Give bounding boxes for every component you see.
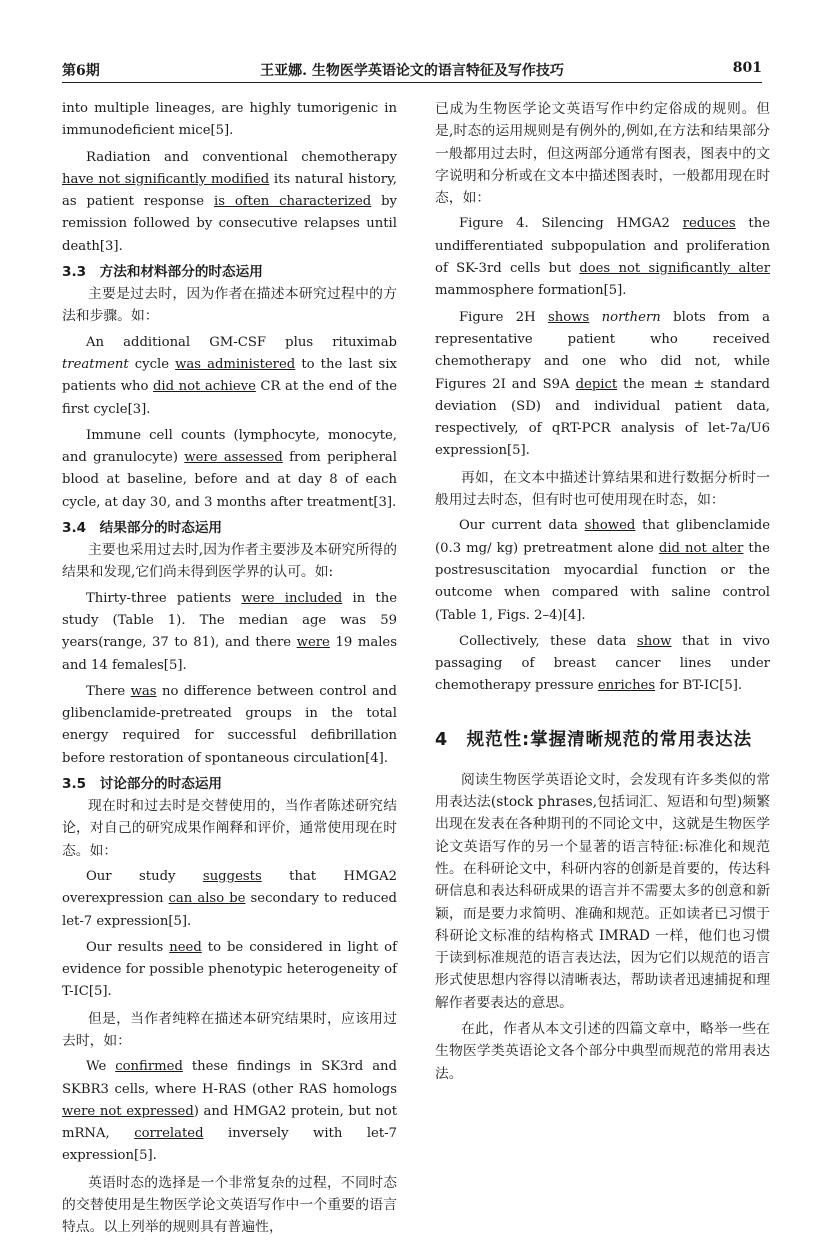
- paragraph: Figure 4. Silencing HMGA2 reduces the undifferentiated subpopulation and proliferation of SK-3rd cells but does not significantly alter mammosphere formation[5].: [435, 216, 770, 299]
- paragraph: There was no difference between control and glibenclamide-pretreated groups in the total energy required for successful defibrillation before restoration of spontaneous circulation[4].: [62, 683, 397, 766]
- paragraph: 阅读生物医学英语论文时，会发现有许多类似的常用表达法(stock phrases,包括词汇、短语和句型)频繁出现在发表在各种期刊的不同论文中，这就是生物医学论文英语写作的另一个显著的语言特征:标准化和规范性。在科研论文中，科研内容的创新是首要的，传达科研信息和表达科研成果的语言并不需要太多的创意和新颖，而是要力求简明、准确和规范。正如读者已习惯于科研论文标准的结构格式 IMRAD 一样，他们也习惯于读到标准规范的语言表达法，因为它们以规范的语言形式使思想内容得以清晰表达，帮助读者迅速捕捉和理解作者要表达的意思。: [435, 771, 770, 1011]
- paragraph: We confirmed these findings in SK3rd and SKBR3 cells, where H-RAS (other RAS homologs were not expressed) and HMGA2 protein, but not mRNA, correlated inversely with let-7 expression[5].: [62, 1059, 398, 1164]
- paragraph: 已成为生物医学论文英语写作中约定俗成的规则。但是,时态的运用规则是有例外的,例如,在方法和结果部分一般都用过去时，但这两部分通常有图表，图表中的文字说明和分析或在文本中描述图表时，一般都用现在时态，如：: [435, 101, 770, 207]
- paragraph: Thirty-three patients were included in the study (Table 1). The median age was 59 years(range, 37 to 81), and there were 19 males and 14 females[5].: [62, 590, 398, 673]
- section-heading: 3.5 讨论部分的时态运用: [62, 776, 223, 793]
- paragraph: An additional GM-CSF plus rituximab treatment cycle was administered to the last six patients who did not achieve CR at the end of the first cycle[3].: [62, 334, 397, 417]
- paragraph: 主要也采用过去时,因为作者主要涉及本研究所得的结果和发现,它们尚未得到医学界的认可。如:: [62, 542, 397, 581]
- paragraph: 在此，作者从本文引述的四篇文章中，略举一些在生物医学类英语论文各个部分中典型而规范的常用表达法。: [435, 1020, 770, 1082]
- paragraph: 现在时和过去时是交替使用的，当作者陈述研究结论，对自己的研究成果作阐释和评价，通常使用现在时态。如：: [62, 798, 397, 859]
- paragraph: Radiation and conventional chemotherapy have not significantly modified its natural history, as patient response is often characterized by remission followed by consecutive relapses until death[3].: [62, 149, 397, 254]
- section-heading-main: 4 规范性:掌握清晰规范的常用表达法: [435, 729, 753, 750]
- running-title: 王亚娜. 生物医学英语论文的语言特征及写作技巧: [260, 63, 564, 79]
- paragraph: Figure 2H shows northern blots from a representative patient who received chemotherapy and one who did not, while Figures 2I and S9A depict the mean ± standard deviation (SD) and individual patient data, respectively, of qRT-PCR analysis of let-7a/U6 expression[5].: [435, 309, 770, 459]
- section-heading: 3.4 结果部分的时态运用: [62, 520, 223, 537]
- paragraph: Our study suggests that HMGA2 overexpression can also be secondary to reduced let-7 expression[5].: [62, 868, 397, 929]
- paragraph: Our current data showed that glibenclamide (0.3 mg/ kg) pretreatment alone did not alter the postresuscitation myocardial function or the outcome when compared with saline control (Table 1, Figs. 2–4)[4].: [435, 518, 770, 623]
- paragraph: Immune cell counts (lymphocyte, monocyte, and granulocyte) were assessed from peripheral blood at baseline, before and at day 8 of each cycle, at day 30, and 3 months after treatment[3].: [62, 427, 397, 510]
- paragraph: 英语时态的选择是一个非常复杂的过程，不同时态的交替使用是生物医学论文英语写作中一个重要的语言特点。以上列举的规则具有普遍性，: [62, 1174, 397, 1236]
- issue-number: 第6期: [62, 63, 100, 79]
- paragraph: Our results need to be considered in light of evidence for possible phenotypic heterogeneity of T-IC[5].: [62, 939, 397, 1000]
- left-column: [62, 98, 397, 1243]
- paragraph: 再如，在文本中描述计算结果和进行数据分析时一般用过去时态，但有时也可使用现在时态，如：: [435, 469, 770, 509]
- page-number: 801: [732, 60, 762, 76]
- section-heading: 3.3 方法和材料部分的时态运用: [62, 264, 263, 281]
- paragraph: 主要是过去时，因为作者在描述本研究过程中的方法和步骤。如：: [62, 286, 397, 325]
- right-column: [435, 98, 770, 1089]
- paragraph: into multiple lineages, are highly tumorigenic in immunodeficient mice[5].: [62, 101, 397, 139]
- paragraph: Collectively, these data show that in vivo passaging of breast cancer lines under chemotherapy pressure enriches for BT-IC[5].: [435, 633, 770, 694]
- paragraph: 但是，当作者纯粹在描述本研究结果时，应该用过去时，如：: [62, 1010, 397, 1049]
- running-header: [62, 58, 762, 83]
